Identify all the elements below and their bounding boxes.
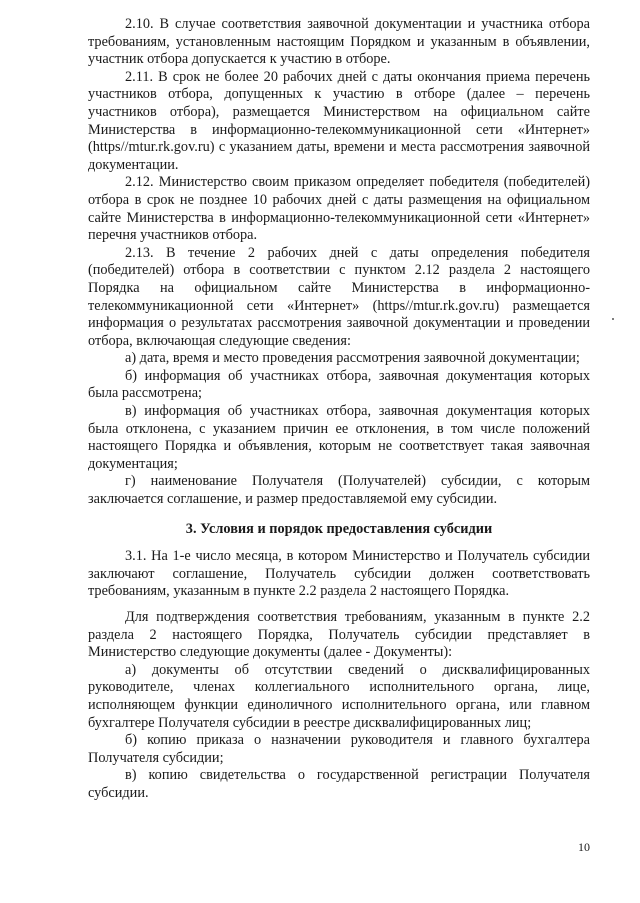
page-number: 10	[578, 840, 590, 854]
section-heading: 3. Условия и порядок предоставления субсидии	[185, 520, 493, 537]
paragraph-2-10: 2.10. В случае соответствия заявочной документации и участника отбора требованиям, установленным настоящим Порядком и указанным в объявлении, участник отбора допускается к участию в отборе.	[88, 16, 590, 68]
paragraph-2-12: 2.12. Министерство своим приказом определяет победителя (победителей) отбора в срок не позднее 10 рабочих дней с даты размещения на официальном сайте Министерства в информационно-телекоммуникационной сети «Интернет» перечня участников отбора.	[88, 174, 590, 244]
list-item-2-13-g: г) наименование Получателя (Получателей) субсидии, с которым заключается соглашение, и размер предоставляемой ему субсидии.	[88, 473, 590, 508]
document-page	[88, 16, 590, 803]
paragraph-documents-intro: Для подтверждения соответствия требованиям, указанным в пункте 2.2 раздела 2 настоящего Порядка, Получатель субсидии представляет в Министерство следующие документы (далее - Документы):	[88, 609, 590, 661]
paragraph-2-11: 2.11. В срок не более 20 рабочих дней с даты окончания приема перечень участников отбора, допущенных к участию в отборе (далее – перечень участников отбора), размещается Министерством на официальном сайте Министерства в информационно-телекоммуникационной сети «Интернет» (https//mtur.rk.gov.ru) с указанием даты, времени и места рассмотрения заявочной документации.	[88, 68, 590, 173]
list-item-2-13-a: а) дата, время и место проведения рассмотрения заявочной документации;	[125, 350, 580, 367]
list-item-2-13-v: в) информация об участниках отбора, заявочная документация которых была отклонена, с указанием причин ее отклонения, в том числе положений настоящего Порядка и объявления, которым не соответствует такая заявочная документация;	[88, 403, 590, 472]
list-item-2-13-b: б) информация об участниках отбора, заявочная документация которых была рассмотрена;	[88, 367, 590, 402]
list-item-3-1-a: а) документы об отсутствии сведений о дисквалифицированных руководителе, членах коллегиального исполнительного органа, лице, исполняющем функции единоличного исполнительного органа, или главном бухгалтере Получателя субсидии в реестре дисквалифицированных лиц;	[88, 661, 590, 731]
paragraph-2-13: 2.13. В течение 2 рабочих дней с даты определения победителя (победителей) отбора в соответствии с пунктом 2.12 раздела 2 настоящего Порядка на официальном сайте Министерства в информационно-телекоммуникационной сети «Интернет» (https//mtur.rk.gov.ru) размещается информация о результатах рассмотрения заявочной документации и проведении отбора, включающая следующие сведения:	[88, 244, 590, 349]
list-item-3-1-v: в) копию свидетельства о государственной регистрации Получателя субсидии.	[88, 767, 590, 801]
list-item-3-1-b: б) копию приказа о назначении руководителя и главного бухгалтера Получателя субсидии;	[88, 732, 590, 766]
paragraph-3-1: 3.1. На 1-е число месяца, в котором Министерство и Получатель субсидии заключают соглашение, Получатель субсидии должен соответствовать требованиям, указанным в пункте 2.2 раздела 2 настоящего Порядка.	[88, 548, 590, 600]
scan-speck	[612, 318, 614, 320]
